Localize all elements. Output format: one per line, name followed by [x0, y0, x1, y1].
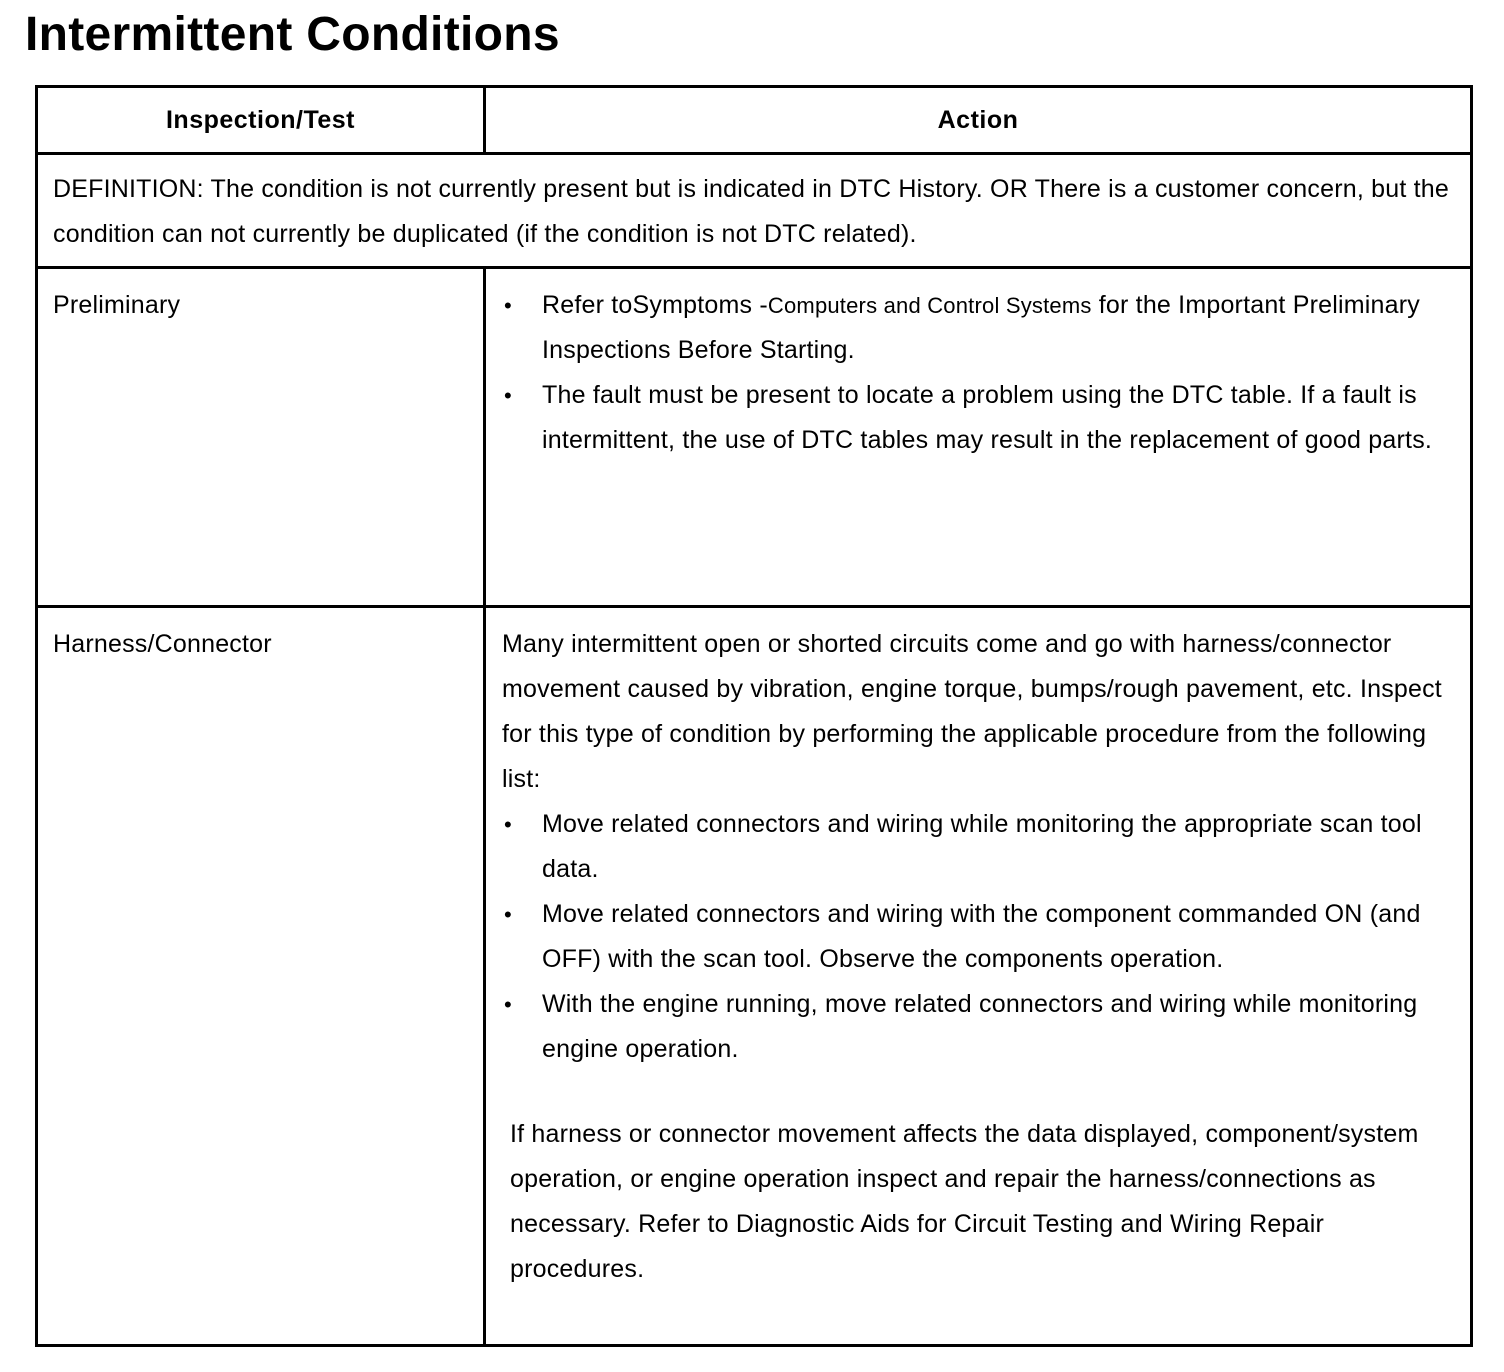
list-item — [502, 802, 1455, 892]
list-item — [502, 373, 1455, 463]
inspection-harness-connector: Harness/Connector — [37, 607, 485, 1346]
bullet-text: The fault must be present to locate a problem using the DTC table. If a fault is intermittent, the use of DTC tables may result in the replacement of good parts. — [542, 381, 1433, 454]
closing-text-pre: If harness or connector movement affects the data displayed, component/system operation, or engine operation inspect and repair the harness/connections as necessary. Refer to — [510, 1120, 1419, 1238]
bullet-icon: • — [504, 293, 512, 318]
closing-paragraph — [502, 1112, 1455, 1292]
closing-text-post: procedures. — [510, 1255, 645, 1283]
bullet-icon: • — [504, 992, 512, 1017]
page-title: Intermittent Conditions — [25, 8, 560, 61]
definition-text: DEFINITION: The condition is not currently present but is indicated in DTC History. OR There is a customer concern, but the condition can not currently be duplicated (if the condition is not DTC related). — [37, 154, 1472, 268]
header-action: Action — [485, 87, 1472, 154]
definition-row — [37, 154, 1472, 268]
reference-link-computers-control-systems[interactable]: Computers and Control Systems — [767, 293, 1092, 318]
list-item — [502, 892, 1455, 982]
list-item — [502, 283, 1455, 373]
bullet-icon: • — [504, 902, 512, 927]
bullet-text-post: for the Important Preliminary Inspections Before Starting. — [542, 291, 1420, 364]
inspection-preliminary: Preliminary — [37, 268, 485, 607]
bullet-text-pre: Refer toSymptoms - — [542, 291, 768, 319]
bullet-text: With the engine running, move related connectors and wiring while monitoring engine operation. — [542, 990, 1418, 1063]
bullet-text: Move related connectors and wiring while monitoring the appropriate scan tool data. — [542, 810, 1422, 883]
paragraph-spacer — [502, 1072, 1455, 1112]
table-row-harness-connector — [37, 607, 1472, 1346]
bullet-icon: • — [504, 383, 512, 408]
list-item — [502, 982, 1455, 1072]
action-harness-connector — [485, 607, 1472, 1346]
action-preliminary — [485, 268, 1472, 607]
intro-text: Many intermittent open or shorted circuits come and go with harness/connector movement caused by vibration, engine torque, bumps/rough pavement, etc. Inspect for this type of condition by performing the applicable procedure from the following list: — [502, 630, 1442, 793]
header-inspection-test: Inspection/Test — [37, 87, 485, 154]
reference-link-diagnostic-aids[interactable]: Diagnostic Aids for Circuit Testing and Wiring Repair — [735, 1210, 1325, 1238]
bullet-icon: • — [504, 812, 512, 837]
table-header-row — [37, 87, 1472, 154]
table-row-preliminary — [37, 268, 1472, 607]
intermittent-conditions-table — [35, 85, 1473, 1347]
bullet-text: Move related connectors and wiring with the component commanded ON (and OFF) with the scan tool. Observe the components operation. — [542, 900, 1421, 973]
